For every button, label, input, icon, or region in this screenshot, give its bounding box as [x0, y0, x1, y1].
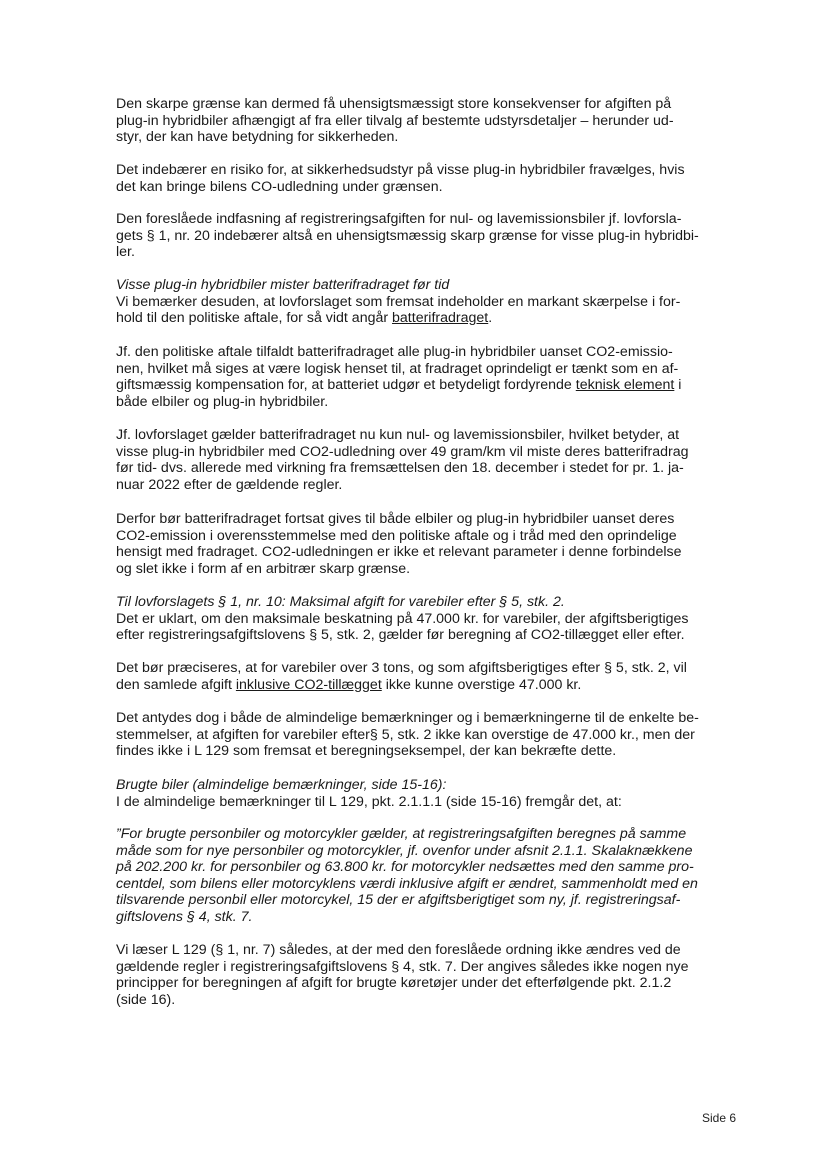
paragraph	[116, 344, 728, 410]
text-line: gældende regler i registreringsafgiftslovens § 4, stk. 7. Der angives således ikke nogen nye	[116, 958, 689, 975]
underlined-term: inklusive CO2-tillægget	[235, 676, 382, 693]
text-line: Det indebærer en risiko for, at sikkerhedsudstyr på visse plug-in hybridbiler fravælges, hvis	[116, 162, 685, 178]
text-line	[116, 377, 728, 394]
quote-line: giftslovens § 4, stk. 7.	[116, 908, 253, 925]
text-line: CO2-emission i overensstemmelse med den politiske aftale og i tråd med den oprindelige	[116, 527, 677, 544]
text-line: stemmelser, at afgiften for varebiler efter§ 5, stk. 2 ikke kan overstige de 47.000 kr., men der	[116, 726, 695, 743]
text-line	[116, 677, 728, 694]
text-run: i	[674, 377, 682, 394]
paragraph	[116, 942, 728, 1008]
text-line: plug-in hybridbiler afhængigt af fra eller tilvalg af bestemte udstyrsdetaljer – herunder ud-	[116, 112, 674, 129]
text-line: findes ikke i L 129 som fremsat et beregningseksempel, der kan bekræfte dette.	[116, 743, 617, 760]
text-line: styr, der kan have betydning for sikkerheden.	[116, 129, 399, 146]
text-run: .	[488, 310, 493, 327]
paragraph	[116, 710, 728, 760]
quote-line: på 202.200 kr. for personbiler og 63.800 kr. for motorcykler nedsættes med den samme pro-	[116, 859, 694, 876]
paragraph	[116, 427, 728, 493]
paragraph	[116, 660, 728, 693]
text-line: før tid- dvs. allerede med virkning fra fremsættelsen den 18. december i stedet for pr. 1. ja-	[116, 460, 684, 477]
text-line: ler.	[116, 244, 135, 261]
text-line: (side 16).	[116, 991, 176, 1008]
underlined-term: batterifradraget	[392, 310, 489, 327]
section-heading: Brugte biler (almindelige bemærkninger, side 15-16):	[116, 777, 447, 793]
quotation	[116, 826, 728, 926]
paragraph	[116, 96, 728, 146]
text-line: nen, hvilket må siges at være logisk henset til, at fradraget oprindeligt er tænkt som en af-	[116, 360, 679, 377]
text-run: den samlede afgift	[116, 676, 236, 693]
section-block	[116, 594, 728, 644]
text-line: Det er uklart, om den maksimale beskatning på 47.000 kr. for varebiler, der afgiftsberigtiges	[116, 610, 689, 627]
text-line: det kan bringe bilens CO-udledning under grænsen.	[116, 178, 443, 195]
text-run: hold til den politiske aftale, for så vidt angår	[116, 310, 393, 327]
text-line: gets § 1, nr. 20 indebærer altså en uhensigtsmæssig skarp grænse for visse plug-in hybridbi-	[116, 227, 699, 244]
text-run: giftsmæssig kompensation for, at batteriet udgør et betydeligt fordyrende	[116, 377, 576, 394]
text-line: Det bør præciseres, at for varebiler over 3 tons, og som afgiftsberigtiges efter § 5, stk. 2, vil	[116, 660, 687, 676]
section-heading: Til lovforslagets § 1, nr. 10: Maksimal afgift for varebiler efter § 5, stk. 2.	[116, 594, 565, 610]
text-line	[116, 310, 728, 327]
text-line: Derfor bør batterifradraget fortsat gives til både elbiler og plug-in hybridbiler uanset deres	[116, 511, 675, 527]
section-block	[116, 277, 728, 327]
text-run: ikke kunne overstige 47.000 kr.	[381, 676, 582, 693]
text-line: I de almindelige bemærkninger til L 129, pkt. 2.1.1.1 (side 15-16) fremgår det, at:	[116, 793, 622, 810]
page-number: Side 6	[701, 1111, 736, 1125]
text-line: Den foreslåede indfasning af registreringsafgiften for nul- og lavemissionsbiler jf. lovforsla-	[116, 211, 682, 227]
text-line: og slet ikke i form af en arbitrær skarp grænse.	[116, 560, 411, 577]
text-line: principper for beregningen af afgift for brugte køretøjer under det efterfølgende pkt. 2.1.2	[116, 975, 672, 992]
quote-line: tilsvarende personbil eller motorcykel, 15 der er afgiftsberigtiget som ny, jf. registreringsaf-	[116, 892, 681, 909]
text-line: både elbiler og plug-in hybridbiler.	[116, 393, 329, 410]
section-block	[116, 777, 728, 810]
text-line: efter registreringsafgiftslovens § 5, stk. 2, gælder før beregning af CO2-tillægget eller efter.	[116, 627, 685, 644]
text-line: hensigt med fradraget. CO2-udledningen er ikke et relevant parameter i denne forbindelse	[116, 544, 682, 561]
quote-line: ”For brugte personbiler og motorcykler gælder, at registreringsafgiften beregnes på samme	[116, 826, 687, 842]
text-line: Vi læser L 129 (§ 1, nr. 7) således, at der med den foreslåede ordning ikke ændres ved de	[116, 942, 681, 958]
text-line: Det antydes dog i både de almindelige bemærkninger og i bemærkningerne til de enkelte be-	[116, 710, 699, 726]
section-heading: Visse plug-in hybridbiler mister batterifradraget før tid	[116, 277, 450, 293]
quote-line: centdel, som bilens eller motorcyklens værdi inklusive afgift er ændret, sammenholdt med en	[116, 875, 698, 892]
paragraph	[116, 162, 728, 195]
text-line: nuar 2022 efter de gældende regler.	[116, 476, 343, 493]
paragraph	[116, 211, 728, 261]
underlined-term: teknisk element	[575, 377, 675, 394]
quote-line: måde som for nye personbiler og motorcykler, jf. ovenfor under afsnit 2.1.1. Skalaknækkene	[116, 842, 693, 859]
paragraph	[116, 511, 728, 577]
text-line: Jf. lovforslaget gælder batterifradraget nu kun nul- og lavemissionsbiler, hvilket betyder, at	[116, 427, 680, 443]
text-line: Den skarpe grænse kan dermed få uhensigtsmæssigt store konsekvenser for afgiften på	[116, 96, 672, 112]
text-line: Jf. den politiske aftale tilfaldt batterifradraget alle plug-in hybridbiler uanset CO2-emissio-	[116, 344, 673, 360]
text-line: visse plug-in hybridbiler med CO2-udledning over 49 gram/km vil miste deres batterifradrag	[116, 443, 689, 460]
text-line: Vi bemærker desuden, at lovforslaget som fremsat indeholder en markant skærpelse i for-	[116, 293, 681, 310]
